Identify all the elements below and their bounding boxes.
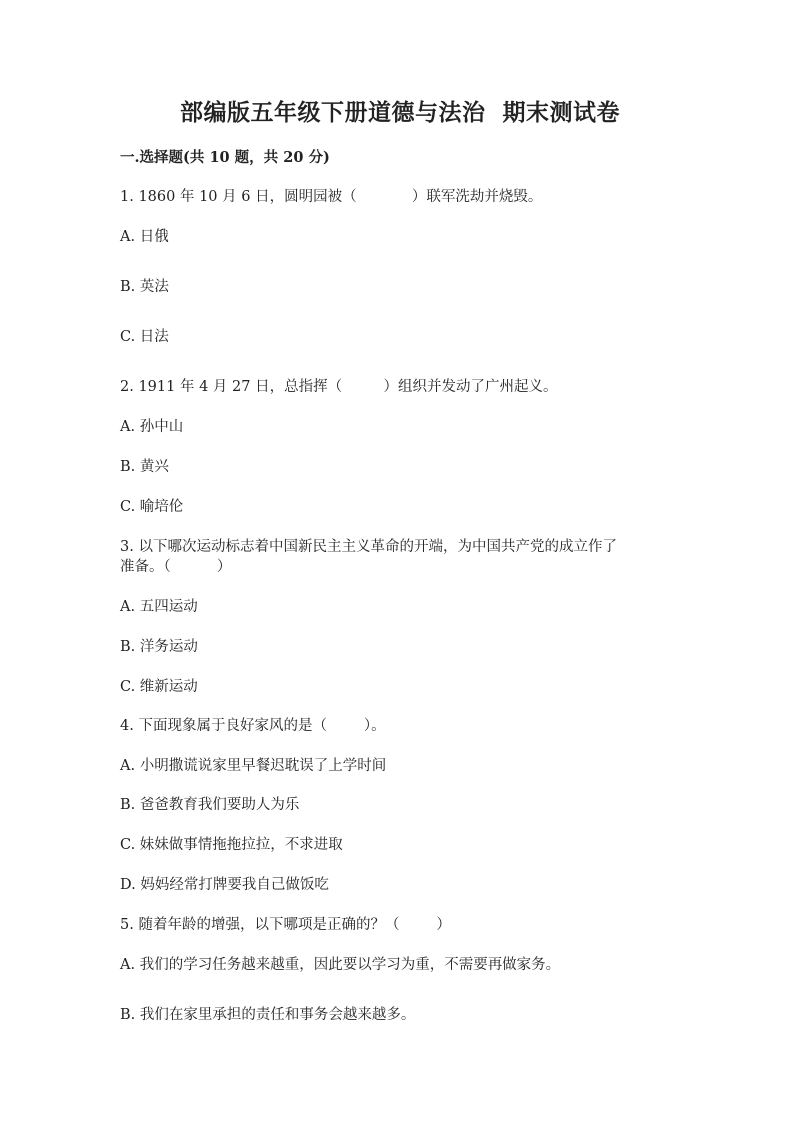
question-3-option-a: A. 五四运动 xyxy=(120,599,198,615)
question-1-stem: 1. 1860 年 10 月 6 日，圆明园被（ ）联军洗劫并烧毁。 xyxy=(120,189,543,205)
question-2-stem: 2. 1911 年 4 月 27 日，总指挥（ ）组织并发动了广州起义。 xyxy=(120,379,558,395)
question-1-option-c: C. 日法 xyxy=(120,329,169,345)
question-1-option-a: A. 日俄 xyxy=(120,229,169,245)
question-4-stem: 4. 下面现象属于良好家风的是（ ）。 xyxy=(120,718,386,734)
question-4-option-b: B. 爸爸教育我们要助人为乐 xyxy=(120,797,300,813)
question-4-option-c: C. 妹妹做事情拖拖拉拉，不求进取 xyxy=(120,837,343,853)
question-2-option-a: A. 孙中山 xyxy=(120,419,184,435)
question-2-option-b: B. 黄兴 xyxy=(120,459,169,475)
question-5-option-b: B. 我们在家里承担的责任和事务会越来越多。 xyxy=(120,1007,416,1023)
question-3-stem-line-2: 准备。（ ） xyxy=(120,559,232,575)
question-4-option-a: A. 小明撒谎说家里早餐迟耽误了上学时间 xyxy=(120,758,387,774)
question-3-stem-line-1: 3. 以下哪次运动标志着中国新民主主义革命的开端，为中国共产党的成立作了 xyxy=(120,539,617,555)
page-title: 部编版五年级下册道德与法治 期末测试卷 xyxy=(179,99,620,126)
question-3-option-b: B. 洋务运动 xyxy=(120,639,198,655)
question-1-option-b: B. 英法 xyxy=(120,279,169,295)
question-3-option-c: C. 维新运动 xyxy=(120,679,198,695)
question-5-option-a: A. 我们的学习任务越来越重，因此要以学习为重，不需要再做家务。 xyxy=(120,957,561,973)
section-heading: 一.选择题(共 10 题，共 20 分) xyxy=(120,149,330,166)
question-5-stem: 5. 随着年龄的增强，以下哪项是正确的？（ ） xyxy=(120,917,451,933)
question-2-option-c: C. 喻培伦 xyxy=(120,499,184,515)
question-4-option-d: D. 妈妈经常打牌要我自己做饭吃 xyxy=(120,877,329,893)
